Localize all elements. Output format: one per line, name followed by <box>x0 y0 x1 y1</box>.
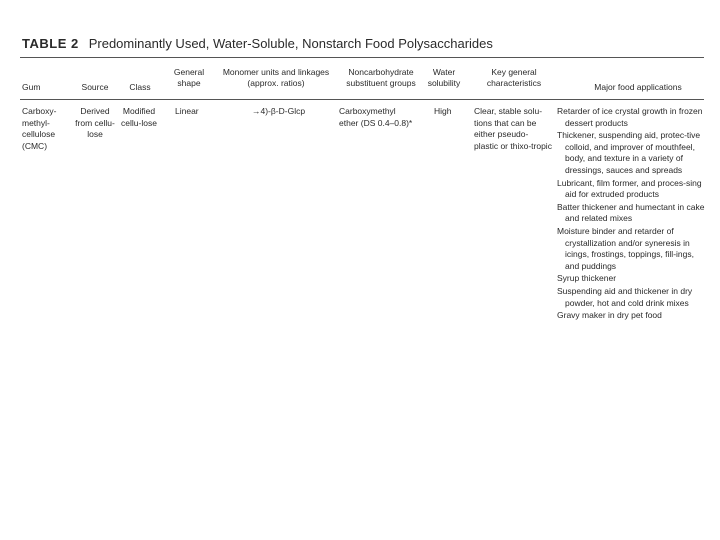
application-item: Thickener, suspending aid, protec-tive colloid, and improver of mouthfeel, body, and texture in a variety of dressings, sauces and spreads <box>557 130 701 175</box>
header-class: Class <box>129 82 151 92</box>
header-gum: Gum <box>22 82 41 92</box>
cell-solubility: High <box>434 106 452 116</box>
application-item: Retarder of ice crystal growth in frozen dessert products <box>557 106 703 128</box>
header-noncarb: Noncarbohydrate substituent groups <box>346 67 416 88</box>
header-source: Source <box>81 82 109 92</box>
cell-characteristics: Clear, stable solu-tions that can be either pseudo-plastic or thixo-tropic <box>474 106 552 151</box>
table-caption <box>22 36 493 51</box>
header-solubility: Water solubility <box>427 67 461 88</box>
header-monomer: Monomer units and linkages (approx. ratios) <box>222 67 330 88</box>
application-item: Lubricant, film former, and proces-sing aid for extruded products <box>557 177 702 200</box>
top-rule <box>20 57 704 58</box>
table-label: TABLE 2 <box>22 36 79 51</box>
header-rule <box>20 99 704 100</box>
header-applications: Major food applications <box>594 82 682 92</box>
application-item: Batter thickener and humectant in cake and related mixes <box>557 201 705 224</box>
application-item: Moisture binder and retarder of crystallization and/or syneresis in icings, frostings, toppings, fill-ings, and puddings <box>557 225 694 271</box>
application-item: Syrup thickener <box>557 273 617 284</box>
table-title: Predominantly Used, Water-Soluble, Nonstarch Food Polysaccharides <box>88 36 493 51</box>
application-item: Suspending aid and thickener in dry powder, hot and cold drink mixes <box>557 285 693 308</box>
cell-noncarb: Carboxymethyl ether (DS 0.4–0.8)* <box>339 106 413 128</box>
header-shape: General shape <box>173 67 205 88</box>
cell-shape: Linear <box>175 106 199 116</box>
cell-source: Derived from cellu-lose <box>75 106 115 140</box>
cell-monomer: →4)-β-D-Glcp <box>252 106 306 116</box>
applications-list <box>557 106 707 323</box>
cell-class: Modified cellu-lose <box>121 106 157 128</box>
application-item: Gravy maker in dry pet food <box>557 310 662 321</box>
header-characteristics: Key general characteristics <box>486 67 542 88</box>
cell-gum: Carboxy-methyl-cellulose (CMC) <box>22 106 57 151</box>
